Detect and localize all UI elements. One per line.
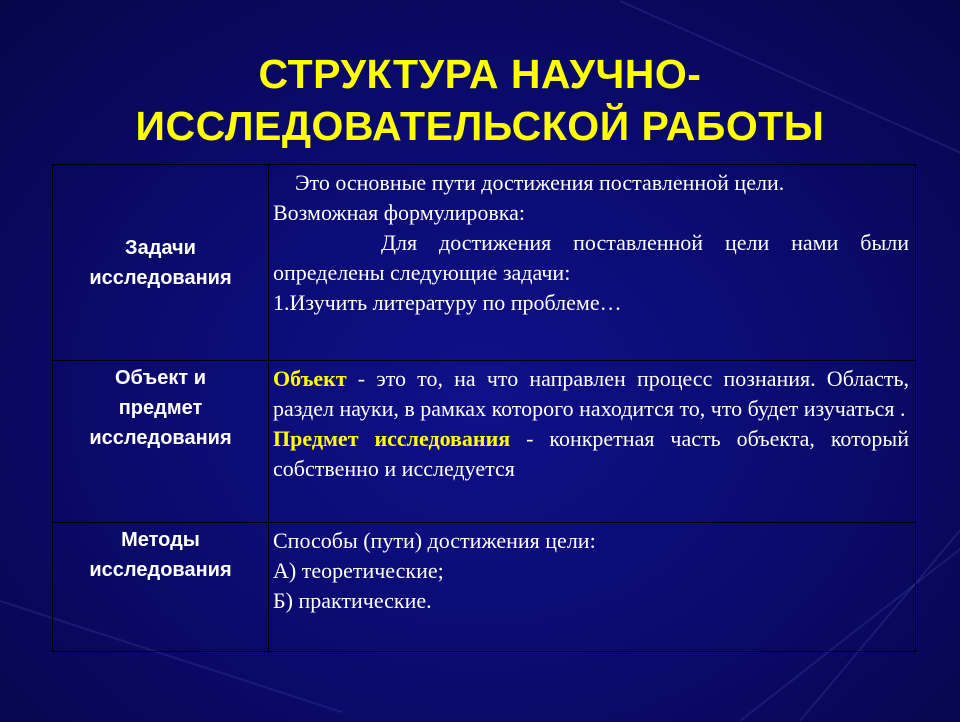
label-line: Задачи	[125, 236, 196, 259]
row-content-object-subject	[269, 361, 915, 522]
object-term: Объект	[273, 366, 347, 391]
label-line: предмет	[118, 397, 203, 419]
row-label-object-subject	[53, 361, 269, 522]
subject-definition	[273, 424, 909, 484]
row-content-tasks	[269, 165, 915, 360]
label-line: исследования	[89, 266, 232, 289]
slide-title-line-2: ИССЛЕДОВАТЕЛЬСКОЙ РАБОТЫ	[135, 103, 825, 149]
row-content-methods	[269, 523, 915, 653]
content-paragraph: А) теоретические;	[273, 558, 444, 583]
content-paragraph: Способы (пути) достижения цели:	[273, 528, 596, 553]
label-line: исследования	[89, 559, 232, 581]
slide-title-line-1: СТРУКТУРА НАУЧНО-	[258, 51, 702, 97]
slide-title	[0, 48, 960, 152]
object-text: - это то, на что направлен процесс познания. Область, раздел науки, в рамках которого находится то, что будет изучаться .	[273, 366, 909, 421]
subject-text: - конкретная часть объекта, который собственно и исследуется	[273, 426, 909, 481]
row-label-tasks	[53, 165, 269, 360]
label-line: Объект и	[114, 367, 206, 389]
table-row-methods	[53, 522, 915, 653]
subject-term: Предмет исследования	[273, 426, 511, 451]
object-definition	[273, 364, 909, 424]
row-label-methods	[53, 523, 269, 653]
content-paragraph: Возможная формулировка:	[273, 200, 526, 225]
content-paragraph: 1.Изучить литературу по проблеме…	[273, 290, 622, 315]
content-paragraph: Для достижения поставленной цели нами были определены следующие задачи:	[273, 230, 909, 285]
content-paragraph: Б) практические.	[273, 588, 432, 613]
label-line: исследования	[89, 427, 232, 449]
research-structure-table	[52, 164, 916, 652]
content-paragraph: Это основные пути достижения поставленной цели.	[295, 170, 785, 195]
table-row-object-subject	[53, 360, 915, 522]
table-row-tasks	[53, 165, 915, 360]
label-line: Методы	[121, 529, 200, 551]
